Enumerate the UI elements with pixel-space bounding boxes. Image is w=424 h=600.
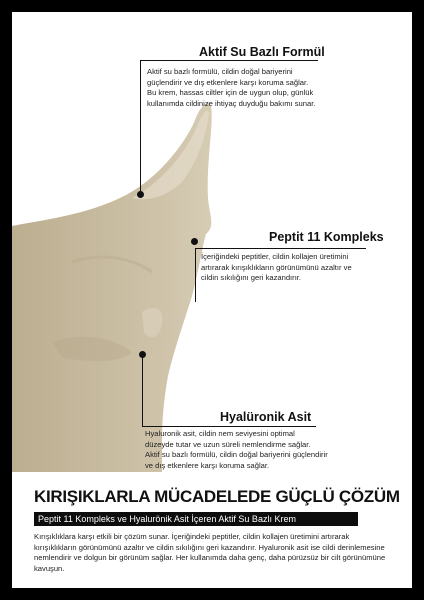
callout-dot xyxy=(191,238,198,245)
callout-line-horizontal xyxy=(142,426,316,427)
feature-description: Aktif su bazlı formülü, cildin doğal bariyerini güçlendirir ve dış etkenlere karşı koruma sağlar. Bu krem, hassas ciltler için de uygun olup, günlük kullanımda cildinize ihtiyaç duyduğu bakımı sunar. xyxy=(147,67,316,108)
banner-text: Peptit 11 Kompleks ve Hyalurönik Asit İçeren Aktif Su Bazlı Krem xyxy=(38,514,296,524)
product-description: Kırışıklıklara karşı etkili bir çözüm sunar. İçeriğindeki peptitler, cildin kollajen üretimini artırarak kırışıklıkların görünümünü azaltır ve cildin sıkılığını geri kazandırır. Hyaluronik asit ise cildi derinlemesine nemlendirir ve dolgun bir görünüm sağlar. Her kullanımda daha genç, daha pürüzsüz bir cilt görünümüne kavuşun. xyxy=(34,532,386,573)
callout-line-horizontal xyxy=(195,248,366,249)
feature-title: Peptit 11 Kompleks xyxy=(269,230,384,244)
feature-title: Aktif Su Bazlı Formül xyxy=(199,45,325,59)
callout-line-horizontal xyxy=(140,60,318,61)
product-banner xyxy=(34,512,358,526)
callout-line-vertical xyxy=(140,60,141,194)
feature-title: Hyalüronik Asit xyxy=(220,410,312,424)
callout-line-vertical xyxy=(195,248,196,302)
callout-line-vertical xyxy=(142,354,143,426)
product-info-card xyxy=(12,12,412,588)
headline: KIRIŞIKLARLA MÜCADELEDE GÜÇLÜ ÇÖZÜM xyxy=(34,487,400,506)
feature-description: Hyaluronik asit, cildin nem seviyesini optimal düzeyde tutar ve uzun süreli nemlendirme sağlar. Aktif su bazlı formülü, cildin doğal bariyerini güçlendirir ve dış etkenlere karşı koruma sağlar. xyxy=(145,429,328,470)
callout-dot xyxy=(137,191,144,198)
feature-description: İçeriğindeki peptitler, cildin kollajen üretimini artırarak kırışıklıkların görünümünü azaltır ve cildin sıkılığını geri kazandırır. xyxy=(201,252,352,283)
callout-dot xyxy=(139,351,146,358)
